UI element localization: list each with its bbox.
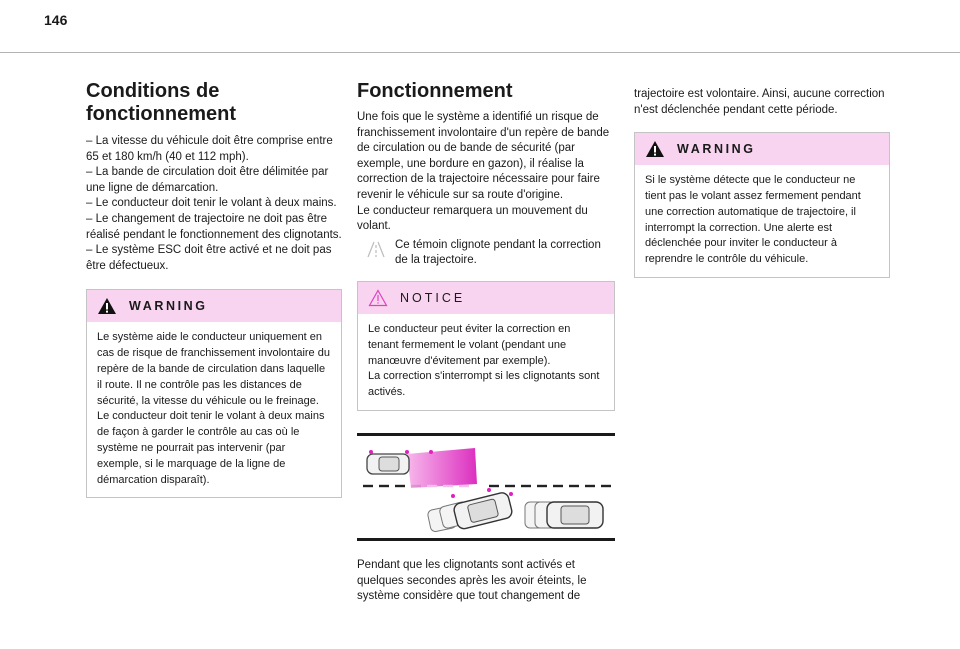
page-number: 146 bbox=[44, 12, 68, 28]
bottom-paragraph: Pendant que les clignotants sont activés et quelques secondes après les avoir éteints, le système considère que tout changement de bbox=[357, 558, 587, 603]
notice-body bbox=[358, 314, 614, 410]
conditions-list bbox=[86, 134, 342, 274]
left-column bbox=[86, 80, 342, 498]
car-correcting bbox=[453, 491, 514, 530]
notice-box bbox=[357, 281, 615, 411]
warning-header bbox=[87, 290, 341, 322]
condition-item: – Le conducteur doit tenir le volant à deux mains. bbox=[86, 197, 337, 210]
warning-box-right bbox=[634, 132, 890, 278]
lane-indicator-icon bbox=[365, 240, 387, 258]
warning-label-right: WARNING bbox=[677, 142, 756, 157]
condition-item: – La vitesse du véhicule doit être comprise entre 65 et 180 km/h (40 et 112 mph). bbox=[86, 135, 333, 163]
notice-icon bbox=[368, 289, 388, 307]
heading-line-2: fonctionnement bbox=[86, 103, 236, 125]
fonctionnement-paragraph-2: Le conducteur remarquera un mouvement du volant. bbox=[357, 204, 588, 233]
condition-item: – La bande de circulation doit être délimitée par une ligne de démarcation. bbox=[86, 166, 329, 194]
notice-label: NOTICE bbox=[400, 290, 466, 305]
car-right bbox=[547, 502, 603, 528]
warning-body-right bbox=[635, 165, 889, 277]
warning-box-left bbox=[86, 289, 342, 498]
warning-text-2: Le conducteur doit tenir le volant à deux mains de façon à garder le contrôle au cas où le système ne pourrait pas intervenir (par exemple, si le marquage de la ligne de démarcation disparaît). bbox=[97, 410, 325, 486]
lane-diagram bbox=[357, 436, 615, 538]
warning-body bbox=[87, 322, 341, 497]
section-heading-fonctionnement: Fonctionnement bbox=[357, 80, 513, 102]
fonctionnement-paragraph: Une fois que le système a identifié un risque de franchissement involontaire d'un repère de bande de circulation ou de bande de sécurité (par exemple, une bordure en gazon), il réalise la correction de la trajectoire nécessaire pour faire revenir le véhicule sur sa route d'origine. bbox=[357, 111, 610, 201]
lane-correction-illustration bbox=[357, 433, 615, 541]
indicator-note bbox=[357, 238, 615, 269]
notice-header bbox=[358, 282, 614, 314]
right-column bbox=[634, 87, 890, 278]
warning-label: WARNING bbox=[129, 299, 208, 314]
notice-text: Le conducteur peut éviter la correction en tenant fermement le volant (pendant une manœuvre d'évitement par exemple). bbox=[368, 322, 571, 367]
warning-icon bbox=[645, 140, 665, 158]
notice-text-2: La correction s'interrompt si les clignotants sont activés. bbox=[368, 370, 600, 399]
warning-header-right bbox=[635, 133, 889, 165]
warning-text: Le système aide le conducteur uniquement en cas de risque de franchissement involontaire du repère de la bande de circulation dans laquelle il route. Il ne contrôle pas les distances de sécurité, la vitesse du véhicule ou le freinage. bbox=[97, 331, 330, 407]
indicator-note-text: Ce témoin clignote pendant la correction de la trajectoire. bbox=[395, 238, 601, 267]
heading-line-1: Conditions de bbox=[86, 80, 220, 102]
car-left bbox=[367, 454, 409, 474]
condition-item: – Le système ESC doit être activé et ne doit pas être défectueux. bbox=[86, 244, 332, 272]
header-divider bbox=[0, 52, 960, 53]
continuation-paragraph: trajectoire est volontaire. Ainsi, aucune correction n'est déclenchée pendant cette période. bbox=[634, 88, 885, 116]
warning-text-right: Si le système détecte que le conducteur ne tient pas le volant assez fermement pendant une correction automatique de trajectoire, il interrompt la correction. Une alerte est déclenchée pour inviter le conducteur à reprendre le contrôle du véhicule. bbox=[645, 174, 861, 266]
warning-icon bbox=[97, 297, 117, 315]
condition-item: – Le changement de trajectoire ne doit pas être réalisé pendant le fonctionnement des clignotants. bbox=[86, 212, 342, 241]
illustration-bottom-rule bbox=[357, 538, 615, 541]
middle-column bbox=[357, 80, 615, 605]
section-heading-conditions bbox=[86, 80, 342, 126]
